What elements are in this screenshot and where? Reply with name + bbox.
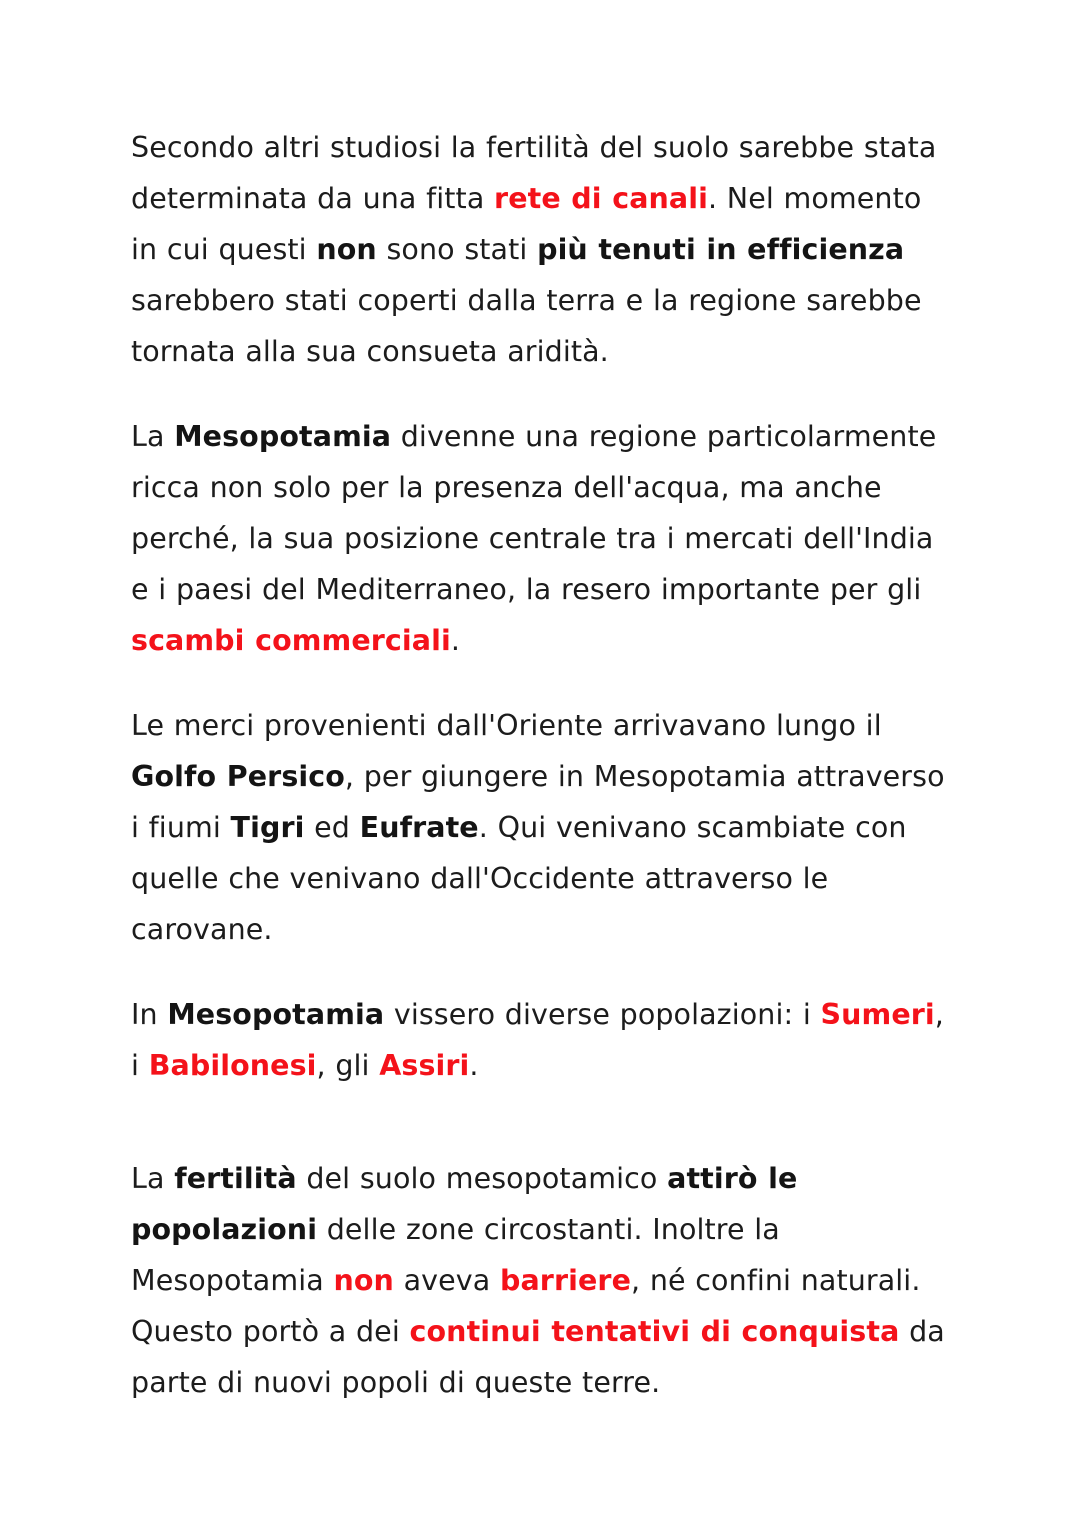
- paragraph-p2: [131, 411, 949, 666]
- bold-run: fertilità: [174, 1162, 297, 1195]
- text-run: La: [131, 420, 175, 453]
- text-run: delle zone circostanti. Inoltre la Mesopotamia: [131, 1213, 780, 1297]
- highlighted-run: Sumeri: [820, 998, 935, 1031]
- highlighted-run: continui tentativi di conquista: [409, 1315, 900, 1348]
- bold-run: Mesopotamia: [167, 998, 385, 1031]
- highlighted-run: barriere: [499, 1264, 631, 1297]
- text-run: del suolo mesopotamico: [296, 1162, 668, 1195]
- text-run: ed: [304, 811, 360, 844]
- bold-run: Golfo Persico: [131, 760, 345, 793]
- text-run: , per giungere in Mesopotamia attraverso i fiumi: [131, 760, 945, 844]
- document-body: [131, 122, 949, 1408]
- bold-run: attirò le popolazioni: [131, 1162, 798, 1246]
- text-run: . Nel momento in cui questi: [131, 182, 922, 266]
- paragraph-p4: [131, 989, 949, 1091]
- text-run: divenne una regione particolarmente ricca non solo per la presenza dell'acqua, ma anche perché, la sua posizione centrale tra i mercati dell'India e i paesi del Mediterraneo, la resero importante per gli: [131, 420, 937, 606]
- bold-run: non: [316, 233, 377, 266]
- text-run: , né confini naturali. Questo portò a dei: [131, 1264, 921, 1348]
- paragraph-p5: [131, 1153, 949, 1408]
- text-run: vissero diverse popolazioni: i: [384, 998, 821, 1031]
- text-run: sono stati: [376, 233, 538, 266]
- highlighted-run: scambi commerciali: [131, 624, 451, 657]
- paragraph-p1: [131, 122, 949, 377]
- text-run: .: [450, 624, 461, 657]
- text-run: sarebbero stati coperti dalla terra e la regione sarebbe tornata alla sua consueta aridità.: [131, 284, 922, 368]
- text-run: aveva: [393, 1264, 500, 1297]
- highlighted-run: Assiri: [379, 1049, 470, 1082]
- highlighted-run: Babilonesi: [148, 1049, 317, 1082]
- text-run: .: [469, 1049, 479, 1082]
- bold-run: Mesopotamia: [174, 420, 392, 453]
- highlighted-run: non: [333, 1264, 394, 1297]
- bold-run: Eufrate: [359, 811, 479, 844]
- highlighted-run: rete di canali: [494, 182, 708, 215]
- text-run: , i: [131, 998, 944, 1082]
- text-run: In: [131, 998, 168, 1031]
- text-run: Secondo altri studiosi la fertilità del suolo sarebbe stata determinata da una fitta: [131, 131, 937, 215]
- paragraph-p3: [131, 700, 949, 955]
- text-run: Le merci provenienti dall'Oriente arrivavano lungo il: [131, 709, 882, 742]
- text-run: da parte di nuovi popoli di queste terre.: [131, 1315, 945, 1399]
- text-run: . Qui venivano scambiate con quelle che venivano dall'Occidente attraverso le carovane.: [131, 811, 907, 946]
- bold-run: Tigri: [230, 811, 305, 844]
- text-run: La: [131, 1162, 175, 1195]
- bold-run: più tenuti in efficienza: [537, 233, 905, 266]
- text-run: , gli: [316, 1049, 380, 1082]
